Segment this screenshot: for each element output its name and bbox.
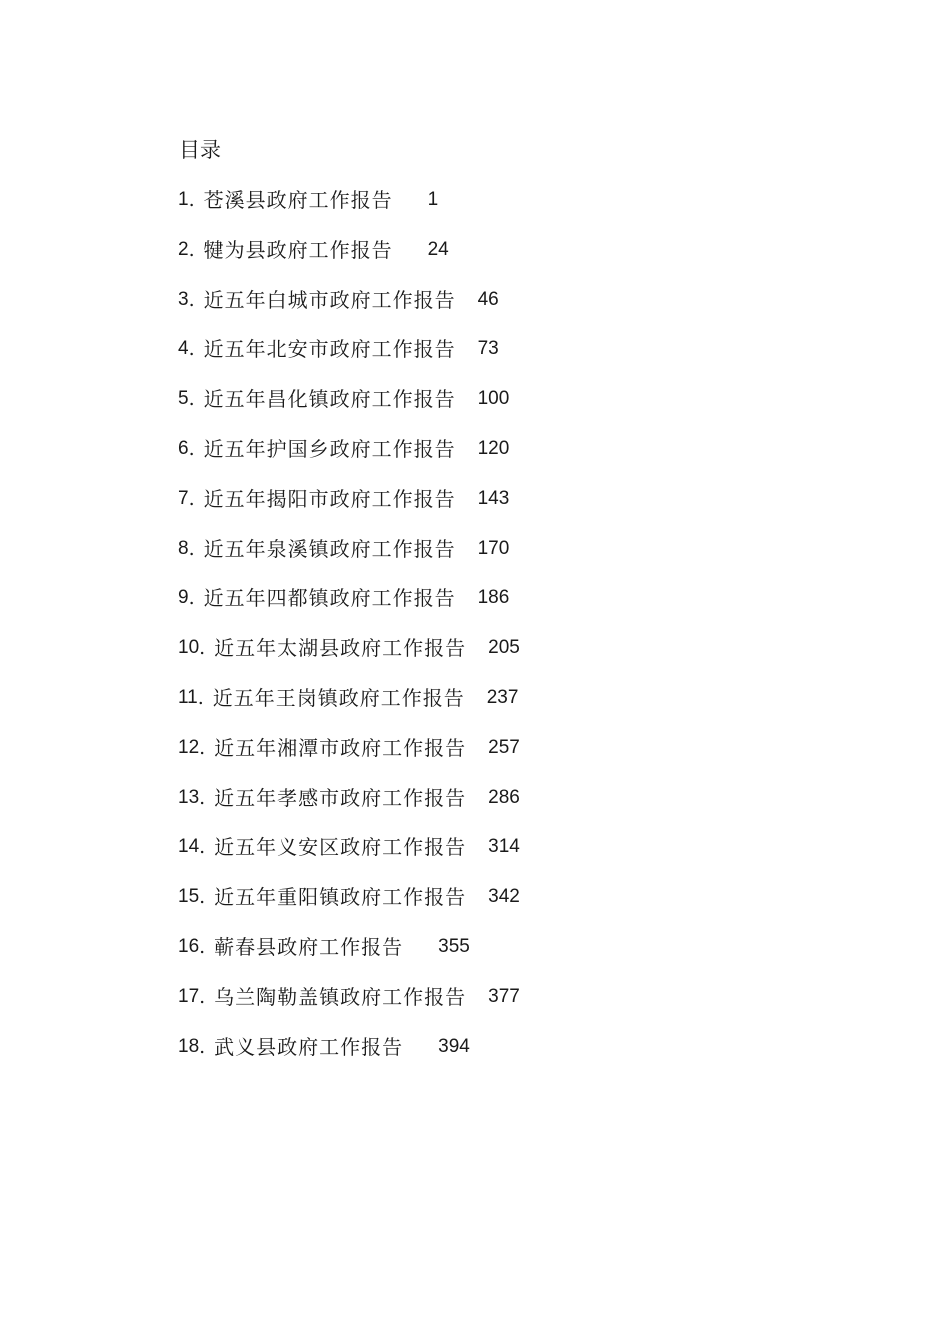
toc-entry-separator: . [199, 736, 206, 759]
toc-entry-number: 3 [178, 288, 189, 310]
toc-entry-title: 近五年重阳镇政府工作报告 [214, 885, 467, 910]
toc-entry[interactable] [178, 383, 520, 433]
toc-entry-number: 14 [178, 836, 200, 858]
toc-entry-page-number: 237 [486, 686, 519, 708]
toc-entry-separator: . [199, 836, 206, 859]
toc-entry-page-number: 205 [488, 637, 520, 659]
toc-entry[interactable] [178, 831, 520, 881]
toc-entry-page-number: 143 [477, 487, 510, 509]
toc-entry-number: 10 [178, 637, 200, 659]
toc-entry-number: 2 [178, 238, 189, 260]
toc-entry-separator: . [188, 487, 195, 510]
toc-entry-number: 16 [178, 935, 200, 957]
toc-entry-page-number: 46 [477, 288, 499, 310]
toc-entry-number: 6 [178, 437, 189, 459]
toc-entry-title: 苍溪县政府工作报告 [203, 188, 393, 212]
toc-entry-page-number: 100 [477, 388, 510, 410]
toc-entry-separator: . [199, 886, 206, 909]
toc-entry-number: 9 [178, 587, 189, 609]
toc-entry-title: 近五年太湖县政府工作报告 [214, 636, 467, 661]
toc-entry-number: 1 [178, 189, 189, 210]
toc-entry-title: 近五年护国乡政府工作报告 [203, 436, 456, 461]
toc-entry-title: 近五年王岗镇政府工作报告 [212, 685, 465, 710]
toc-entry[interactable] [178, 1031, 520, 1081]
toc-entry-title: 近五年湘潭市政府工作报告 [214, 735, 467, 760]
toc-entry-page-number: 186 [477, 587, 510, 609]
toc-entry-separator: . [188, 437, 195, 460]
toc-entry-separator: . [188, 537, 195, 560]
toc-entry-page-number: 342 [488, 886, 520, 908]
toc-entry-number: 7 [178, 487, 189, 509]
toc-entry-number: 18 [178, 1035, 200, 1057]
toc-entry-title: 近五年昌化镇政府工作报告 [203, 387, 456, 412]
toc-entry-title: 近五年北安市政府工作报告 [203, 337, 456, 362]
toc-entry-page-number: 314 [488, 836, 520, 858]
toc-list [178, 184, 520, 1080]
toc-entry-number: 8 [178, 537, 189, 559]
toc-entry-separator: . [188, 238, 195, 261]
toc-entry-title: 武义县政府工作报告 [214, 1034, 404, 1059]
toc-entry-page-number: 286 [488, 786, 520, 808]
toc-entry-number: 5 [178, 388, 189, 410]
toc-entry-separator: . [199, 1035, 206, 1058]
toc-entry[interactable] [178, 234, 520, 284]
toc-entry[interactable] [178, 582, 520, 632]
toc-entry-page-number: 257 [488, 736, 520, 758]
toc-entry-title: 近五年泉溪镇政府工作报告 [203, 536, 456, 561]
toc-entry-number: 13 [178, 786, 200, 808]
toc-entry[interactable] [178, 881, 520, 931]
toc-entry[interactable] [178, 284, 520, 334]
toc-entry-separator: . [188, 587, 195, 610]
toc-entry[interactable] [178, 732, 520, 782]
toc-entry-title: 蕲春县政府工作报告 [214, 934, 404, 959]
toc-entry-page-number: 1 [427, 189, 439, 210]
toc-entry-title: 近五年孝感市政府工作报告 [214, 785, 467, 810]
toc-entry-page-number: 73 [477, 338, 499, 360]
toc-entry-page-number: 377 [488, 985, 520, 1007]
toc-entry-separator: . [199, 786, 206, 809]
toc-entry-title: 犍为县政府工作报告 [203, 237, 393, 262]
toc-entry-page-number: 394 [438, 1035, 470, 1057]
toc-entry-page-number: 355 [438, 935, 470, 957]
toc-entry-title: 近五年揭阳市政府工作报告 [203, 486, 456, 511]
toc-entry[interactable] [178, 333, 520, 383]
toc-entry[interactable] [178, 483, 520, 533]
toc-entry[interactable] [178, 682, 520, 732]
toc-entry-separator: . [199, 985, 206, 1008]
toc-entry-separator: . [188, 288, 195, 311]
toc-entry-number: 17 [178, 985, 200, 1007]
toc-entry[interactable] [178, 632, 520, 682]
toc-entry-separator: . [199, 637, 206, 660]
toc-entry[interactable] [178, 184, 520, 234]
toc-entry-number: 12 [178, 736, 200, 758]
toc-entry-number: 15 [178, 886, 200, 908]
toc-entry[interactable] [178, 931, 520, 981]
toc-entry-title: 近五年四都镇政府工作报告 [203, 586, 456, 611]
toc-entry-title: 乌兰陶勒盖镇政府工作报告 [214, 984, 467, 1009]
toc-entry-page-number: 170 [477, 537, 510, 559]
toc-entry-separator: . [197, 686, 204, 709]
toc-title: 目录 [179, 138, 221, 162]
toc-entry-separator: . [188, 388, 195, 411]
toc-entry[interactable] [178, 533, 520, 583]
toc-entry[interactable] [178, 782, 520, 832]
toc-entry-separator: . [199, 935, 206, 958]
toc-entry-title: 近五年义安区政府工作报告 [214, 835, 467, 860]
toc-entry-number: 11 [178, 686, 198, 708]
toc-entry-separator: . [188, 189, 195, 211]
toc-entry[interactable] [178, 433, 520, 483]
toc-entry-page-number: 120 [477, 437, 510, 459]
toc-entry-page-number: 24 [427, 238, 449, 260]
toc-entry-separator: . [188, 338, 195, 361]
toc-entry[interactable] [178, 981, 520, 1031]
toc-entry-number: 4 [178, 338, 189, 360]
toc-entry-title: 近五年白城市政府工作报告 [203, 287, 456, 312]
